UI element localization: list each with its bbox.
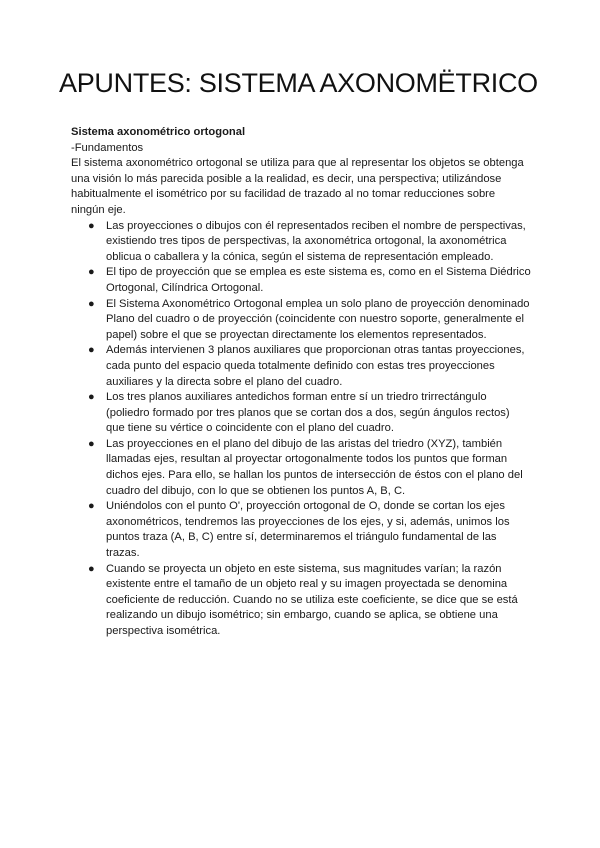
- list-item-text: Las proyecciones en el plano del dibujo de las aristas del triedro (XYZ), también llamadas ejes, resultan al proyectar ortogonalmente todos los puntos que forman dichos ejes. Para ello, se hallan los puntos de intersección de éstos con el plano del cuadro del dibujo, con lo que se obtienen los puntos A, B, C.: [106, 437, 523, 497]
- list-item: [88, 265, 531, 296]
- bullet-icon: ●: [88, 297, 95, 310]
- list-item-text: El tipo de proyección que se emplea es este sistema es, como en el Sistema Diédrico Ortogonal, Cilíndrica Ortogonal.: [106, 266, 531, 294]
- list-item: [88, 499, 531, 561]
- list-item: [88, 390, 531, 437]
- document-title: APUNTES: SISTEMA AXONOMËTRICO: [59, 68, 538, 98]
- list-item-text: Los tres planos auxiliares antedichos forman entre sí un triedro trirrectángulo (poliedro formado por tres planos que se cortan dos a dos, según ángulos rectos) que tiene su vértice o coincidente con el plano del cuadro.: [106, 391, 510, 435]
- bullet-icon: ●: [88, 437, 95, 450]
- intro-paragraph: El sistema axonométrico ortogonal se utiliza para que al representar los objetos se obtenga una visión lo más parecida posible a la realidad, es decir, una perspectiva; utilizándose habitualmente el isométrico por su facilidad de trazado al no tomar reducciones sobre ningún eje.: [71, 157, 524, 216]
- list-item-text: Las proyecciones o dibujos con él representados reciben el nombre de perspectivas, existiendo tres tipos de perspectivas, la axonométrica ortogonal, la axonométrica oblicua o caballera y la cónica, según el sistema de representación empleado.: [106, 219, 526, 263]
- subheading: -Fundamentos: [71, 141, 144, 154]
- list-item-text: El Sistema Axonométrico Ortogonal emplea un solo plano de proyección denominado Plano del cuadro o de proyección (coincidente con nuestro soporte, generalmente el papel) sobre el que se proyectan directamente los elementos representados.: [106, 297, 530, 341]
- bullet-icon: ●: [88, 344, 95, 357]
- bullet-list: [71, 219, 531, 640]
- list-item: [88, 297, 531, 344]
- list-item: [88, 437, 531, 499]
- list-item-text: Cuando se proyecta un objeto en este sistema, sus magnitudes varían; la razón existente entre el tamaño de un objeto real y su imagen proyectada se denomina coeficiente de reducción. Cuando no se utiliza este coeficiente, se dice que se está realizando un dibujo isométrico; sin embargo, cuando se aplica, se obtiene una perspectiva isométrica.: [106, 562, 518, 637]
- document-body: [71, 125, 531, 640]
- list-item-text: Además intervienen 3 planos auxiliares que proporcionan otras tantas proyecciones, cada punto del espacio queda totalmente definido con estas tres proyecciones auxiliares y la directa sobre el plano del cuadro.: [106, 344, 525, 388]
- bullet-icon: ●: [88, 500, 95, 513]
- bullet-icon: ●: [88, 219, 95, 232]
- bullet-icon: ●: [88, 266, 95, 279]
- list-item: [88, 343, 531, 390]
- bullet-icon: ●: [88, 391, 95, 404]
- list-item-text: Uniéndolos con el punto O', proyección ortogonal de O, donde se cortan los ejes axonométricos, tendremos las proyecciones de los ejes, y si, además, unimos los puntos traza (A, B, C) entre sí, determinaremos el triángulo fundamental de las trazas.: [106, 500, 510, 560]
- list-item: [88, 562, 531, 640]
- bullet-icon: ●: [88, 562, 95, 575]
- list-item: [88, 219, 531, 266]
- section-heading: Sistema axonométrico ortogonal: [71, 126, 246, 138]
